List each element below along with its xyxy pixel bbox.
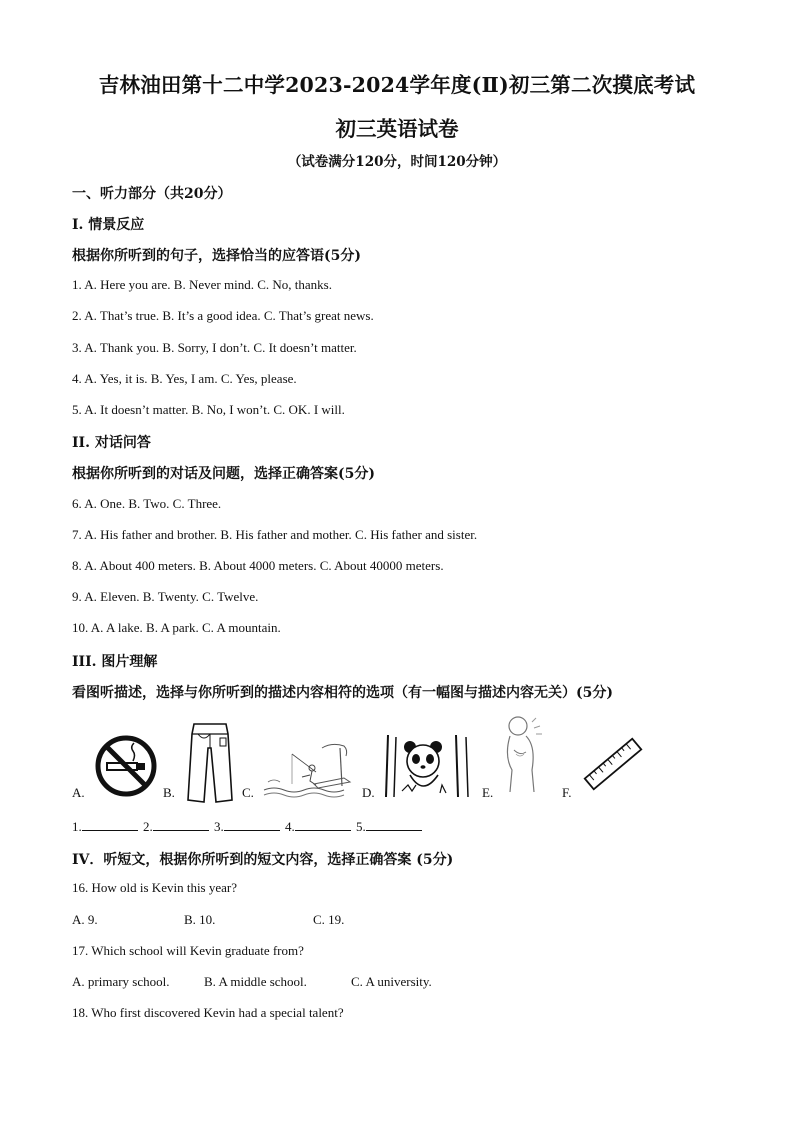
- question-3: 3. A. Thank you. B. Sorry, I don’t. C. It doesn’t matter.: [72, 340, 357, 355]
- exam-subject-title: 初三英语试卷: [335, 117, 459, 141]
- section3-instruction: 看图听描述，选择与你所听到的描述内容相符的选项（有一幅图与描述内容无关）(5分): [72, 685, 613, 701]
- question-16-option-b: B. 10.: [184, 912, 216, 927]
- question-1: 1. A. Here you are. B. Never mind. C. No, thanks.: [72, 277, 332, 292]
- part1-heading: 一、听力部分（共20分）: [72, 186, 232, 202]
- blank-label-1: 1.: [72, 819, 82, 834]
- question-17-option-a: A. primary school.: [72, 974, 170, 989]
- no-smoking-icon: [93, 733, 159, 804]
- answer-blank-3[interactable]: [224, 818, 280, 831]
- question-17: 17. Which school will Kevin graduate from?: [72, 943, 304, 958]
- panda-bamboo-icon: [380, 733, 472, 804]
- answer-blank-2[interactable]: [153, 818, 209, 831]
- question-17-option-c: C. A university.: [351, 974, 432, 989]
- section4-title: IV．听短文，根据你所听到的短文内容，选择正确答案 (5分): [72, 852, 454, 868]
- picture-label-c: C.: [242, 785, 254, 800]
- stomachache-person-icon: [500, 714, 548, 799]
- ruler-icon: [580, 733, 646, 800]
- section2-title: II. 对话问答: [72, 435, 151, 451]
- question-16-option-a: A. 9.: [72, 912, 98, 927]
- blank-label-3: 3.: [214, 819, 224, 834]
- section1-title: I. 情景反应: [72, 217, 145, 233]
- question-6: 6. A. One. B. Two. C. Three.: [72, 496, 222, 511]
- jeans-icon: [186, 722, 234, 809]
- picture-label-f: F.: [562, 785, 572, 800]
- section1-instruction: 根据你所听到的句子，选择恰当的应答语(5分): [72, 248, 361, 264]
- picture-label-d: D.: [362, 785, 375, 800]
- question-9: 9. A. Eleven. B. Twenty. C. Twelve.: [72, 589, 259, 604]
- question-8: 8. A. About 400 meters. B. About 4000 meters. C. About 40000 meters.: [72, 558, 444, 573]
- question-17-option-b: B. A middle school.: [204, 974, 307, 989]
- blank-label-2: 2.: [143, 819, 153, 834]
- fishing-scene-icon: [262, 740, 354, 803]
- question-5: 5. A. It doesn’t matter. B. No, I won’t. C. OK. I will.: [72, 402, 345, 417]
- section3-title: III. 图片理解: [72, 654, 158, 670]
- answer-blank-4[interactable]: [295, 818, 351, 831]
- question-7: 7. A. His father and brother. B. His father and mother. C. His father and sister.: [72, 527, 478, 542]
- question-2: 2. A. That’s true. B. It’s a good idea. C. That’s great news.: [72, 308, 374, 323]
- section2-instruction: 根据你所听到的对话及问题，选择正确答案(5分): [72, 466, 375, 482]
- question-16: 16. How old is Kevin this year?: [72, 880, 238, 895]
- picture-label-b: B.: [163, 785, 175, 800]
- question-16-option-c: C. 19.: [313, 912, 345, 927]
- question-4: 4. A. Yes, it is. B. Yes, I am. C. Yes, please.: [72, 371, 297, 386]
- exam-score-time: （试卷满分120分，时间120分钟）: [287, 154, 507, 170]
- question-10: 10. A. A lake. B. A park. C. A mountain.: [72, 620, 281, 635]
- picture-label-e: E.: [482, 785, 494, 800]
- answer-blank-5[interactable]: [366, 818, 422, 831]
- blank-label-5: 5.: [356, 819, 366, 834]
- picture-label-a: A.: [72, 785, 85, 800]
- answer-blank-1[interactable]: [82, 818, 138, 831]
- answer-blanks-row: [72, 818, 424, 835]
- exam-title: 吉林油田第十二中学2023-2024学年度(Ⅱ)初三第二次摸底考试: [98, 73, 696, 97]
- question-18: 18. Who first discovered Kevin had a special talent?: [72, 1005, 344, 1020]
- blank-label-4: 4.: [285, 819, 295, 834]
